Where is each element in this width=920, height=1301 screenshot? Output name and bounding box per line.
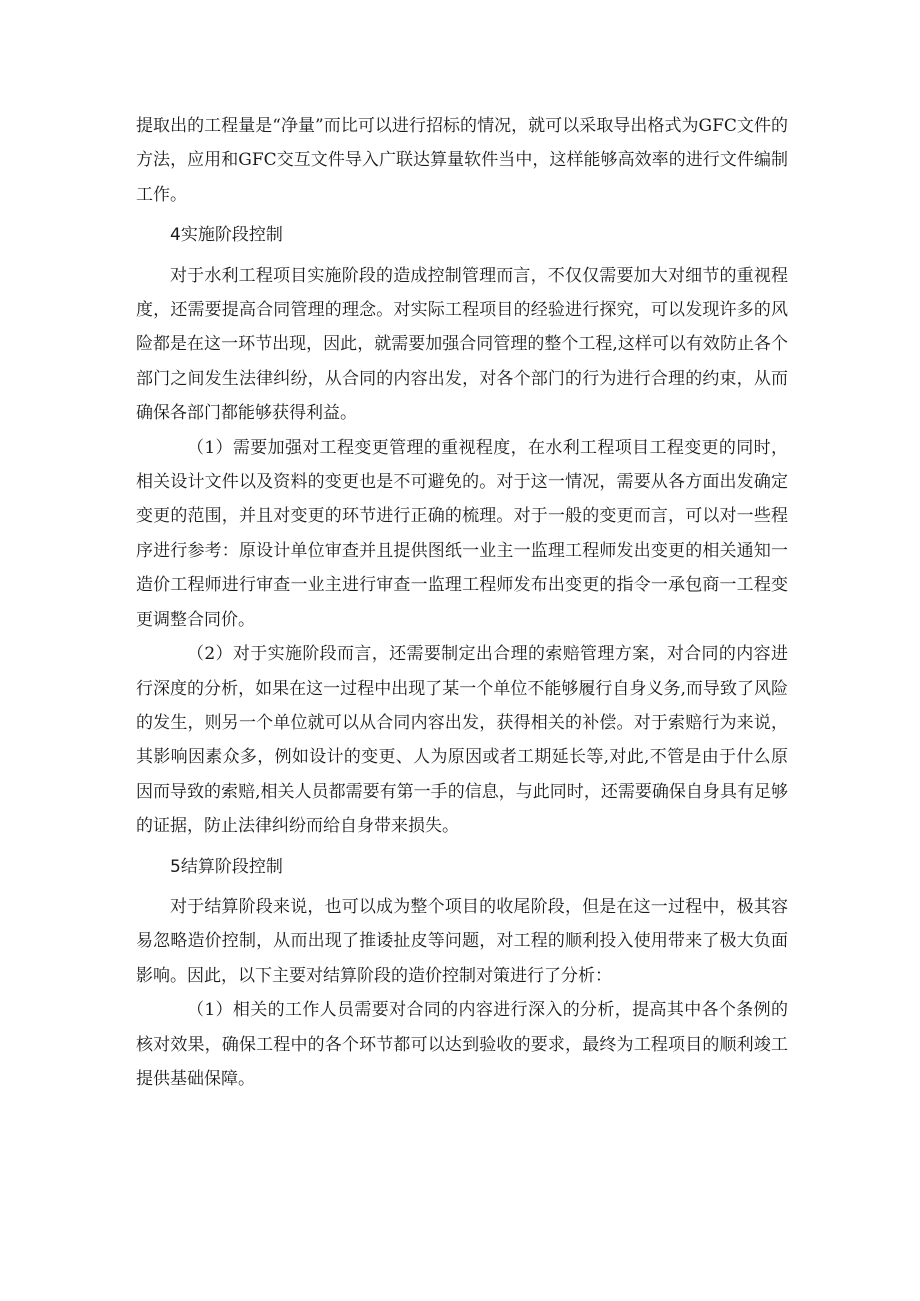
section-4-item-1: （1）需要加强对工程变更管理的重视程度，在水利工程项目工程变更的同时，相关设计文件以及资料的变更也是不可避免的。对于这一情况，需要从各方面出发确定变更的范围，并且对变更的环节进行正确的梳理。对于一般的变更而言，可以对一些程序进行参考：原设计单位审查并且提供图纸一业主一监理工程师发出变更的相关通知一造价工程师进行审查一业主进行审查一监理工程师发布出变更的指令一承包商一工程变更调整合同价。 [136,437,788,630]
section-4-item-2: （2）对于实施阶段而言，还需要制定出合理的索赔管理方案，对合同的内容进行深度的分析，如果在这一过程中出现了某一个单位不能够履行自身义务,而导致了风险的发生，则另一个单位就可以从合同内容出发，获得相关的补偿。对于索赔行为来说，其影响因素众多，例如设计的变更、人为原因或者工期延长等,对此,不管是由于什么原因而导致的索赔,相关人员都需要有第一手的信息，与此同时，还需要确保自身具有足够的证据，防止法律纠纷而给自身带来损失。 [136,644,788,837]
intro-paragraph: 提取出的工程量是“净量”而比可以进行招标的情况，就可以采取导出格式为GFC文件的方法，应用和GFC交互文件导入广联达算量软件当中，这样能够高效率的进行文件编制工作。 [136,116,788,205]
section-4-heading: 4实施阶段控制 [170,225,283,246]
section-5-paragraph: 对于结算阶段来说，也可以成为整个项目的收尾阶段，但是在这一过程中，极其容易忽略造价控制，从而出现了推诿扯皮等问题，对工程的顺利投入使用带来了极大负面影响。因此，以下主要对结算阶段的造价控制对策进行了分析： [136,896,788,986]
section-5-heading: 5结算阶段控制 [170,856,283,877]
section-5-item-1: （1）相关的工作人员需要对合同的内容进行深入的分析，提高其中各个条例的核对效果，确保工程中的各个环节都可以达到验收的要求，最终为工程项目的顺利竣工提供基础保障。 [136,1000,788,1089]
section-4-paragraph: 对于水利工程项目实施阶段的造成控制管理而言，不仅仅需要加大对细节的重视程度，还需要提高合同管理的理念。对实际工程项目的经验进行探究，可以发现许多的风险都是在这一环节出现，因此，就需要加强合同管理的整个工程,这样可以有效防止各个部门之间发生法律纠纷，从合同的内容出发，对各个部门的行为进行合理的约束，从而确保各部门都能够获得利益。 [136,265,788,424]
document-body [136,109,788,1096]
